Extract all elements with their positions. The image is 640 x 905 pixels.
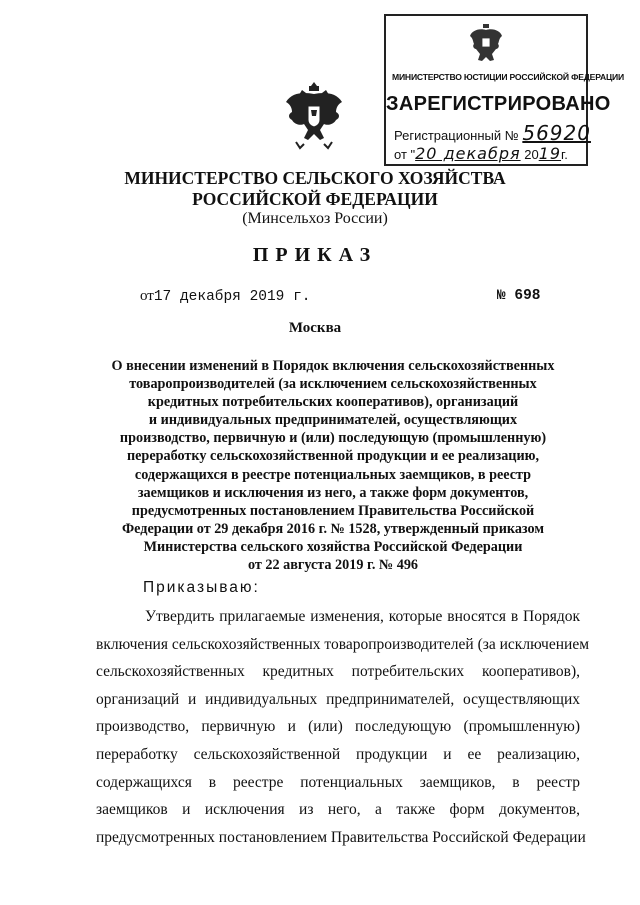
body-line: переработку сельскохозяйственной продукции и ее реализацию, xyxy=(96,745,580,763)
subject-line: и индивидуальных предпринимателей, осуществляющих xyxy=(148,412,518,429)
body-line: содержащихся в реестре потенциальных заемщиков, в реестр xyxy=(96,773,580,791)
order-date-prefix: от xyxy=(140,288,154,304)
subject-line: кредитных потребительских кооперативов), организаций xyxy=(147,394,519,411)
order-body xyxy=(96,603,590,851)
body-line: производство, первичную и (или) последующую (промышленную) xyxy=(96,718,580,736)
document-title: ПРИКАЗ xyxy=(252,244,378,266)
subject-line: О внесении изменений в Порядок включения сельскохозяйственных xyxy=(111,358,555,374)
subject-line: производство, первичную и (или) последующую (промышленную) xyxy=(119,430,547,447)
order-number: № 698 xyxy=(497,288,541,304)
stamp-date-prefix: от " xyxy=(394,147,416,162)
subject-line: переработку сельскохозяйственной продукции и ее реализацию, xyxy=(126,448,540,465)
body-line: организаций и индивидуальных предпринимателей, осуществляющих xyxy=(96,690,580,708)
organization-name xyxy=(100,168,530,210)
stamp-regnum-row xyxy=(394,121,591,145)
body-line: сельскохозяйственных кредитных потребительских кооперативов), xyxy=(96,663,580,681)
subject-line: Федерации от 29 декабря 2016 г. № 1528, утвержденный приказом xyxy=(121,520,545,537)
org-line-2: РОССИЙСКОЙ ФЕДЕРАЦИИ xyxy=(192,189,438,209)
stamp-regnum-value: 56920 xyxy=(522,121,591,145)
stamp-emblem xyxy=(468,22,504,66)
order-directive: Приказываю: xyxy=(143,579,260,596)
organization-short-name: (Минсельхоз России) xyxy=(242,210,388,227)
subject-line: товаропроизводителей (за исключением сельскохозяйственных xyxy=(129,376,537,393)
stamp-year-suffix: г. xyxy=(561,147,568,162)
stamp-year-value: 19 xyxy=(538,144,562,163)
coat-of-arms-emblem xyxy=(282,78,346,150)
body-line: предусмотренных постановлением Правительства Российской Федерации xyxy=(96,828,586,846)
body-line: включения сельскохозяйственных товаропроизводителей (за исключением xyxy=(96,635,590,653)
org-line-1: МИНИСТЕРСТВО СЕЛЬСКОГО ХОЗЯЙСТВА xyxy=(124,168,506,188)
stamp-ministry: МИНИСТЕРСТВО ЮСТИЦИИ РОССИЙСКОЙ ФЕДЕРАЦИИ xyxy=(392,72,625,82)
order-date-value: 17 декабря 2019 г. xyxy=(153,289,311,305)
subject-line: от 22 августа 2019 г. № 496 xyxy=(247,557,419,574)
order-date xyxy=(140,288,311,305)
order-subject xyxy=(88,357,578,574)
body-line: заемщиков и исключения из него, а также форм документов, xyxy=(96,801,580,819)
subject-line: содержащихся в реестре потенциальных заемщиков, в реестр xyxy=(134,466,532,483)
subject-line: заемщиков и исключения из него, а также форм документов, xyxy=(137,484,529,501)
body-line: Утвердить прилагаемые изменения, которые вносятся в Порядок xyxy=(145,608,580,625)
stamp-year-prefix: 20 xyxy=(524,147,539,162)
stamp-regnum-label: Регистрационный № xyxy=(394,128,519,143)
registration-stamp xyxy=(384,14,625,166)
order-city: Москва xyxy=(288,320,342,336)
stamp-date-row xyxy=(394,144,584,163)
stamp-registered: ЗАРЕГИСТРИРОВАНО xyxy=(386,93,611,115)
stamp-date-value: 20 декабря xyxy=(415,144,521,163)
subject-line: предусмотренных постановлением Правительства Российской xyxy=(131,502,535,519)
subject-line: Министерства сельского хозяйства Российской Федерации xyxy=(143,538,523,555)
